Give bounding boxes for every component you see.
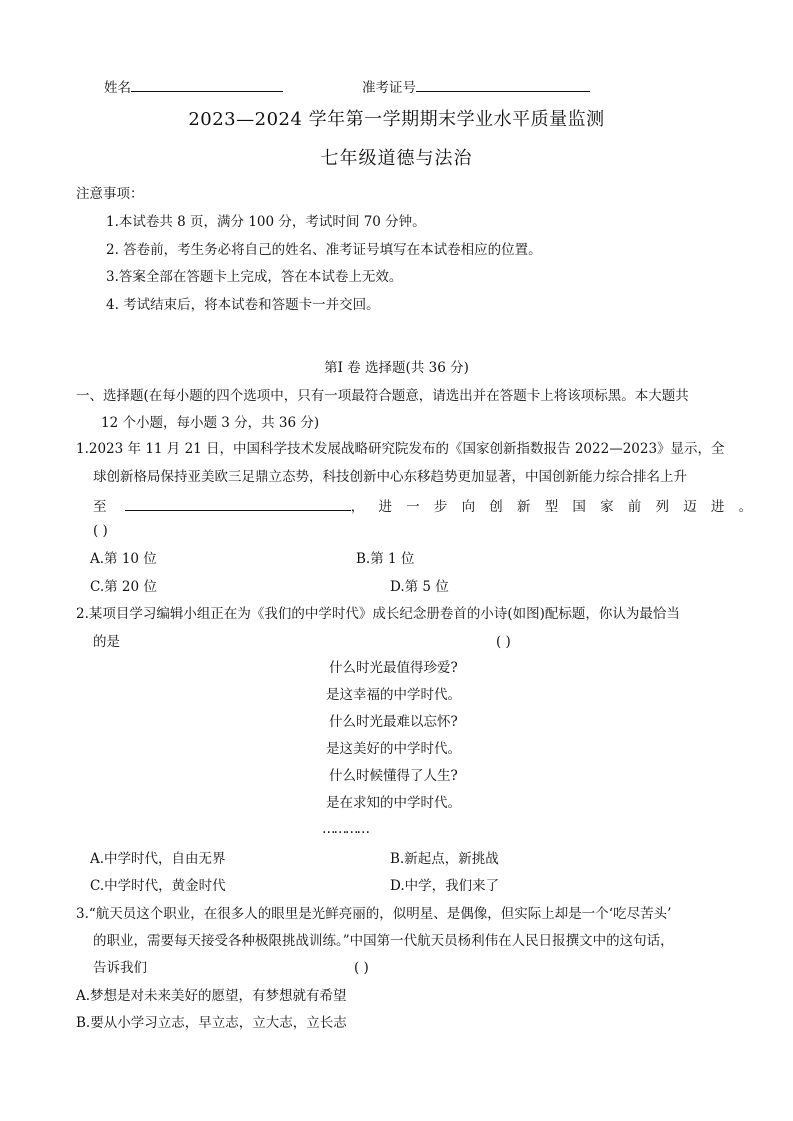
poem-line: 是在求知的中学时代。 [326, 795, 461, 811]
q2-answer-paren: ( ) [496, 634, 511, 650]
q1-answer-paren: ( ) [93, 523, 108, 539]
id-blank [416, 78, 590, 92]
notice-item: 1.本试卷共 8 页，满分 100 分，考试时间 70 分钟。 [106, 214, 426, 230]
q2-stem-line: 2.某项目学习编辑小组正在为《我们的中学时代》成长纪念册卷首的小诗(如图)配标题，你认为最恰当 [76, 606, 680, 622]
notice-item: 4. 考试结束后，将本试卷和答题卡一并交回。 [106, 297, 380, 313]
q1-option-c: C.第 20 位 [90, 579, 157, 595]
notice-item: 3.答案全部在答题卡上完成，答在本试卷上无效。 [106, 269, 403, 285]
poem-line: 什么时候懂得了人生? [329, 768, 458, 784]
q2-option-b: B.新起点，新挑战 [390, 851, 499, 867]
q2-option-d: D.中学，我们来了 [390, 878, 500, 894]
q1-option-a: A.第 10 位 [90, 551, 157, 567]
name-field [104, 78, 283, 96]
poem-line: 什么时光最难以忘怀? [329, 714, 458, 730]
name-blank [131, 78, 283, 92]
section-heading: 第Ⅰ 卷 选择题(共 36 分) [324, 360, 469, 376]
section-instruction: 一、选择题(在每小题的四个选项中，只有一项最符合题意，请选出并在答题卡上将该项标黑。本大题共 [76, 388, 689, 404]
poem-line: 是这幸福的中学时代。 [326, 687, 461, 703]
exam-subtitle: 七年级道德与法治 [320, 148, 473, 169]
q3-stem-line: 3.“航天员这个职业，在很多人的眼里是光鲜亮丽的，似明星、是偶像，但实际上却是一个‘吃尽苦头’ [76, 906, 672, 922]
q1-answer-blank [125, 498, 351, 511]
q3-stem-line: 的职业，需要每天接受各种极限挑战训练。”中国第一代航天员杨利伟在人民日报撰文中的这句话， [93, 933, 674, 949]
poem-line: 什么时光最值得珍爱? [329, 660, 458, 676]
q3-option-b: B.要从小学习立志，早立志，立大志，立长志 [76, 1015, 347, 1031]
id-label: 准考证号 [362, 80, 416, 96]
q1-option-b: B.第 1 位 [356, 551, 415, 567]
q3-option-a: A.梦想是对未来美好的愿望，有梦想就有希望 [76, 988, 347, 1004]
q1-stem-line: 1.2023 年 11 月 21 日，中国科学技术发展战略研究院发布的《国家创新指数报告 2022—2023》显示，全 [76, 441, 725, 457]
q1-stem-line [93, 498, 766, 515]
q1-suffix: ，进一步向创新型国家前列迈进。 [350, 499, 767, 515]
notice-item: 2. 答卷前，考生务必将自己的姓名、准考证号填写在本试卷相应的位置。 [106, 242, 542, 258]
q3-stem-line: 告诉我们 [93, 960, 147, 976]
poem-line: 是这美好的中学时代。 [326, 741, 461, 757]
q1-stem-line: 球创新格局保持亚美欧三足鼎立态势，科技创新中心东移趋势更加显著，中国创新能力综合排名上升 [93, 469, 687, 485]
section-instruction-cont: 12 个小题，每小题 3 分，共 36 分) [101, 415, 320, 431]
id-field [362, 78, 590, 96]
name-label: 姓名 [104, 80, 131, 96]
q2-option-a: A.中学时代，自由无界 [90, 851, 226, 867]
exam-title: 2023—2024 学年第一学期期末学业水平质量监测 [188, 109, 605, 130]
q3-answer-paren: ( ) [354, 960, 369, 976]
q1-option-d: D.第 5 位 [390, 579, 449, 595]
poem-ellipsis: ………… [322, 821, 368, 837]
notice-heading: 注意事项： [76, 186, 144, 202]
q1-prefix: 至 [93, 499, 107, 515]
q2-option-c: C.中学时代，黄金时代 [90, 878, 226, 894]
q2-stem-line: 的是 [93, 634, 120, 650]
